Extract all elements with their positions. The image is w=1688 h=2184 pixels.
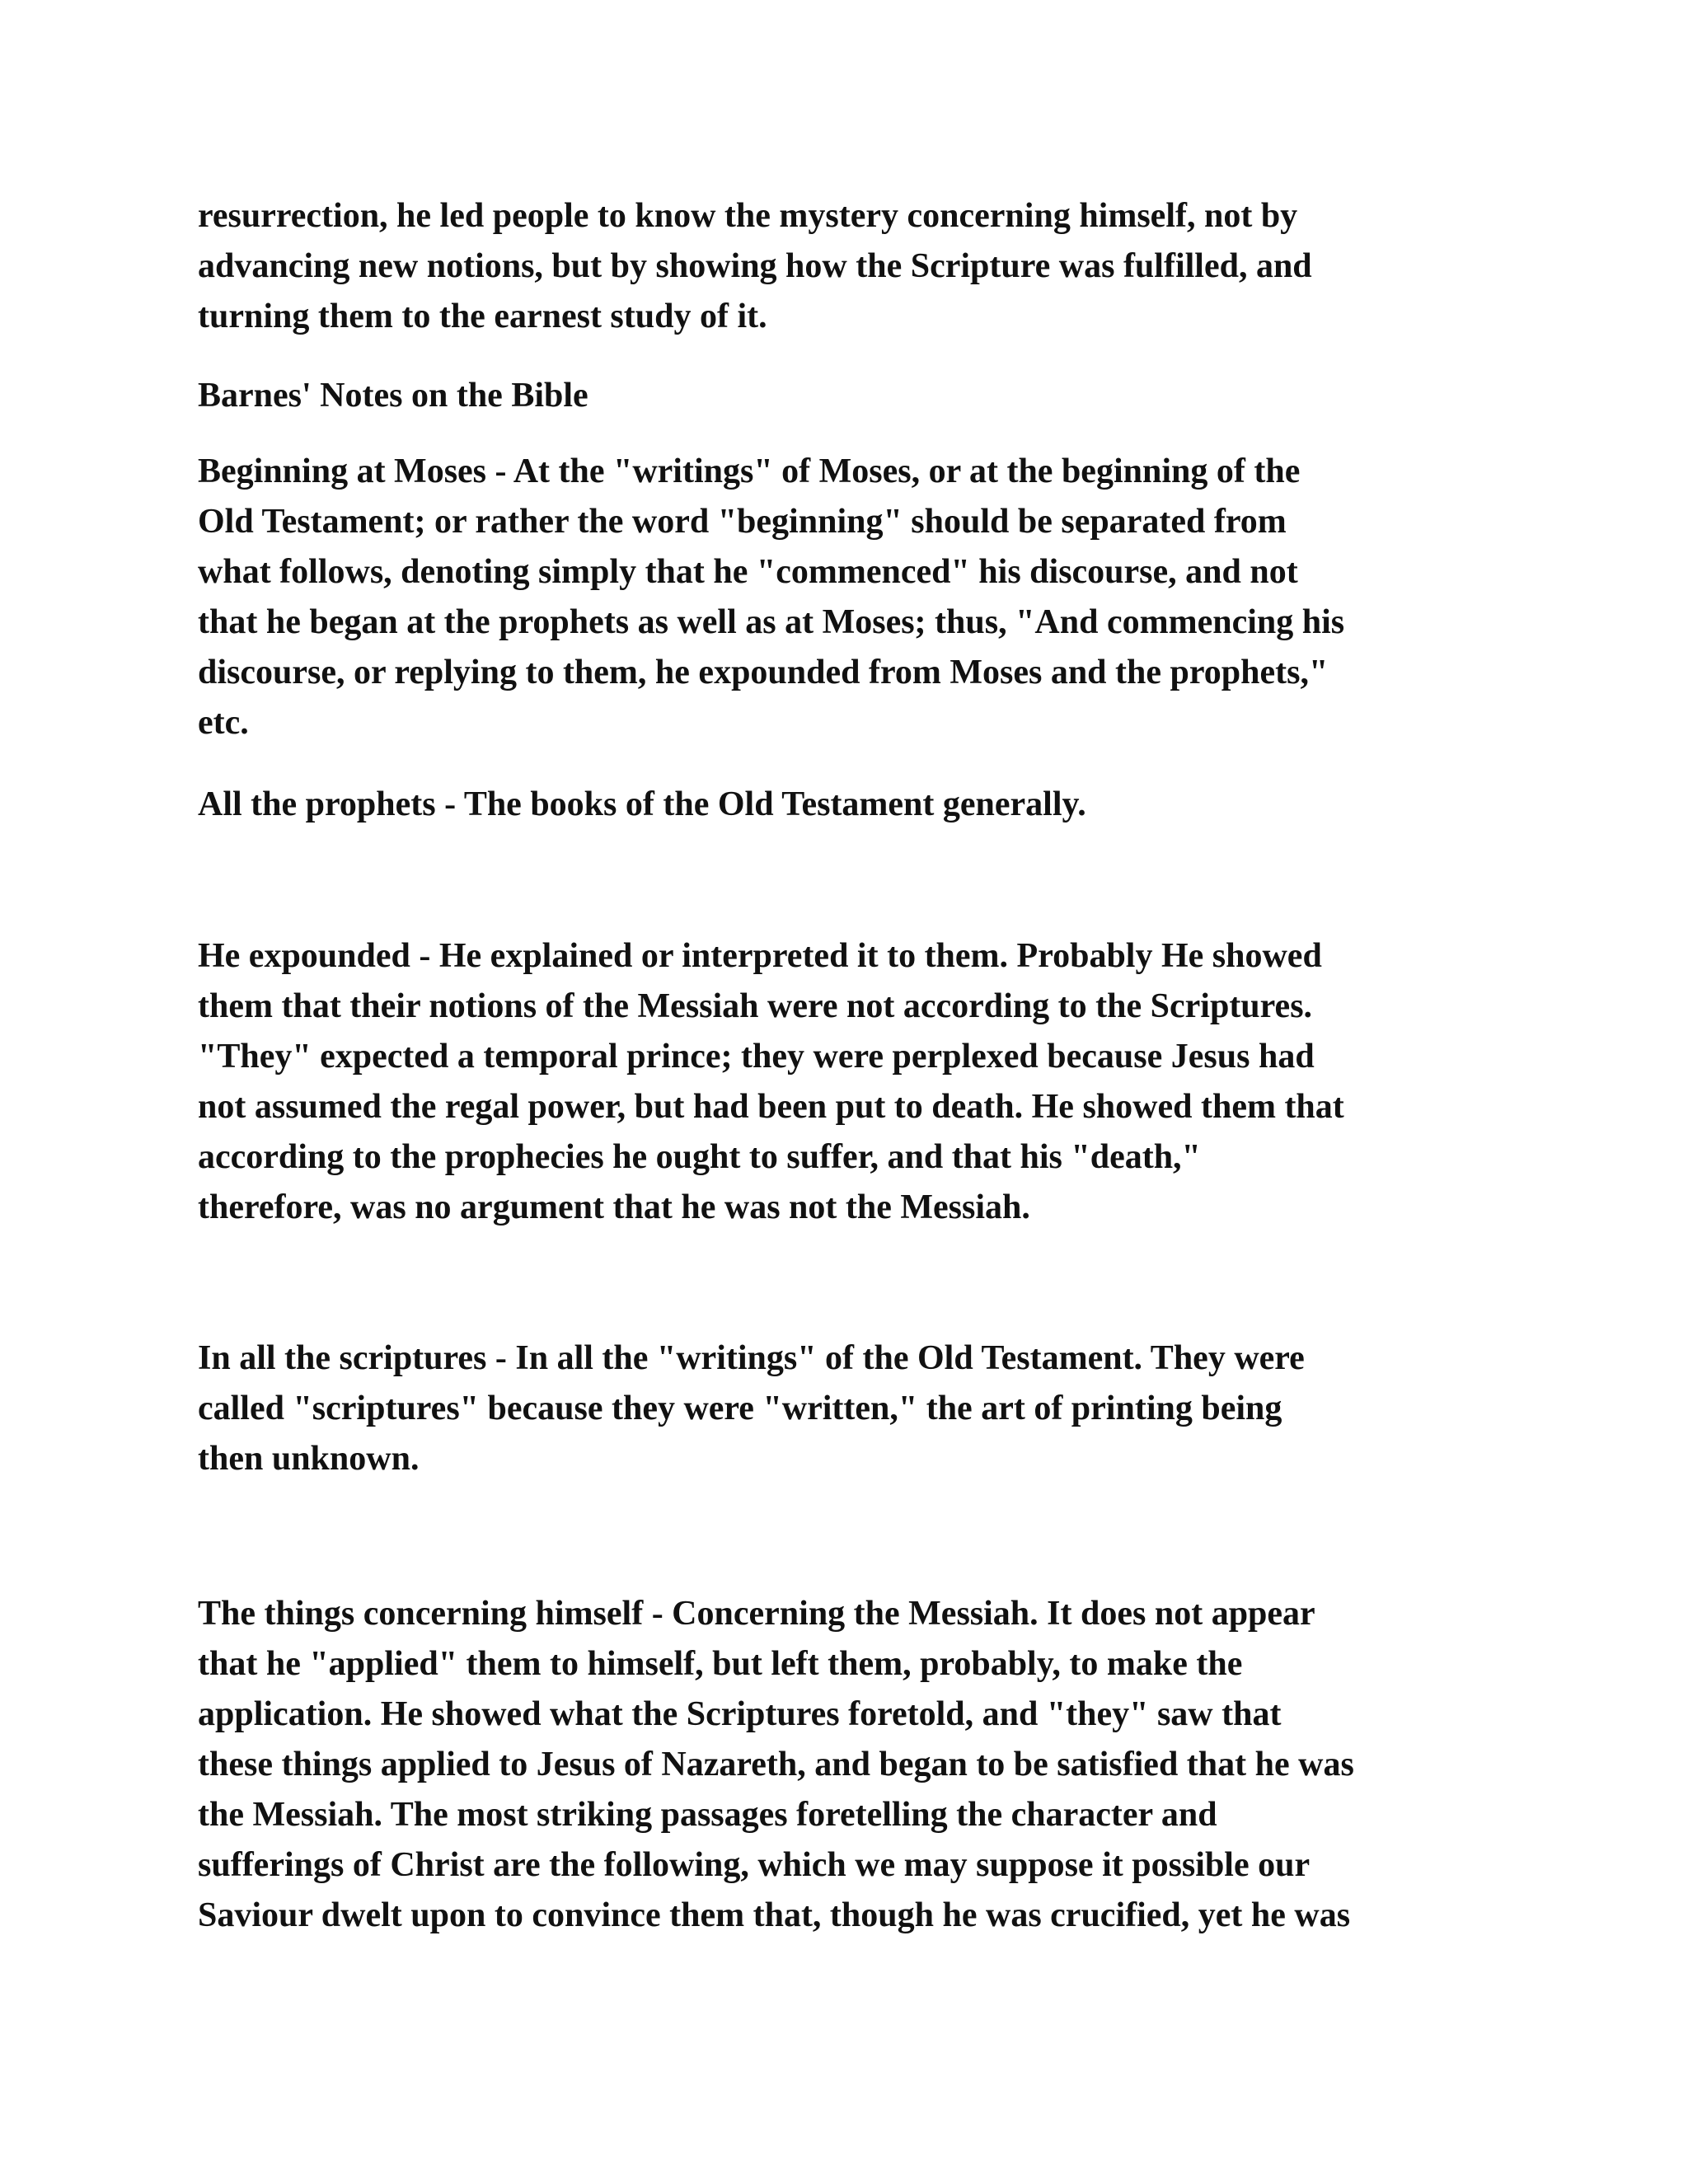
text-line: that he "applied" them to himself, but left them, probably, to make the	[198, 1645, 1243, 1683]
paragraph-he-expounded	[198, 931, 1484, 1233]
text-line: therefore, was no argument that he was not the Messiah.	[198, 1188, 1030, 1226]
text-line: that he began at the prophets as well as at Moses; thus, "And commencing his	[198, 603, 1345, 641]
text-line: "They" expected a temporal prince; they were perplexed because Jesus had	[198, 1038, 1315, 1076]
paragraph-things-concerning-himself	[198, 1589, 1484, 1941]
paragraph-in-all-the-scriptures	[198, 1333, 1484, 1484]
text-line: advancing new notions, but by showing how the Scripture was fulfilled, and	[198, 247, 1312, 285]
paragraph-beginning-at-moses	[198, 447, 1484, 748]
text-line: not assumed the regal power, but had been put to death. He showed them that	[198, 1088, 1344, 1126]
text-line: Beginning at Moses - At the "writings" of Moses, or at the beginning of the	[198, 452, 1301, 490]
text-line: He expounded - He explained or interpreted it to them. Probably He showed	[198, 937, 1322, 975]
text-line: what follows, denoting simply that he "commenced" his discourse, and not	[198, 553, 1298, 591]
text-line: Old Testament; or rather the word "beginning" should be separated from	[198, 503, 1287, 541]
text-line: them that their notions of the Messiah were not according to the Scriptures.	[198, 987, 1313, 1025]
text-line: etc.	[198, 704, 249, 742]
text-line: application. He showed what the Scriptures foretold, and "they" saw that	[198, 1695, 1282, 1733]
text-line: discourse, or replying to them, he expounded from Moses and the prophets,"	[198, 654, 1329, 691]
text-line: these things applied to Jesus of Nazareth, and began to be satisfied that he was	[198, 1746, 1354, 1783]
text-line: sufferings of Christ are the following, which we may suppose it possible our	[198, 1846, 1311, 1884]
text-line: All the prophets - The books of the Old Testament generally.	[198, 785, 1086, 823]
text-line: turning them to the earnest study of it.	[198, 298, 767, 335]
text-line: In all the scriptures - In all the "writings" of the Old Testament. They were	[198, 1339, 1305, 1377]
text-line: according to the prophecies he ought to suffer, and that his "death,"	[198, 1138, 1201, 1176]
text-line: The things concerning himself - Concerning the Messiah. It does not appear	[198, 1595, 1315, 1633]
text-line: Saviour dwelt upon to convince them that, though he was crucified, yet he was	[198, 1896, 1351, 1934]
text-line: called "scriptures" because they were "written," the art of printing being	[198, 1390, 1282, 1427]
paragraph-resurrection	[198, 191, 1484, 342]
section-heading: Barnes' Notes on the Bible	[198, 377, 588, 415]
paragraph-all-the-prophets	[198, 780, 1484, 830]
text-line: the Messiah. The most striking passages foretelling the character and	[198, 1796, 1217, 1834]
text-line: resurrection, he led people to know the mystery concerning himself, not by	[198, 197, 1298, 235]
section-heading-barnes-notes	[198, 371, 1484, 421]
text-line: then unknown.	[198, 1440, 420, 1478]
